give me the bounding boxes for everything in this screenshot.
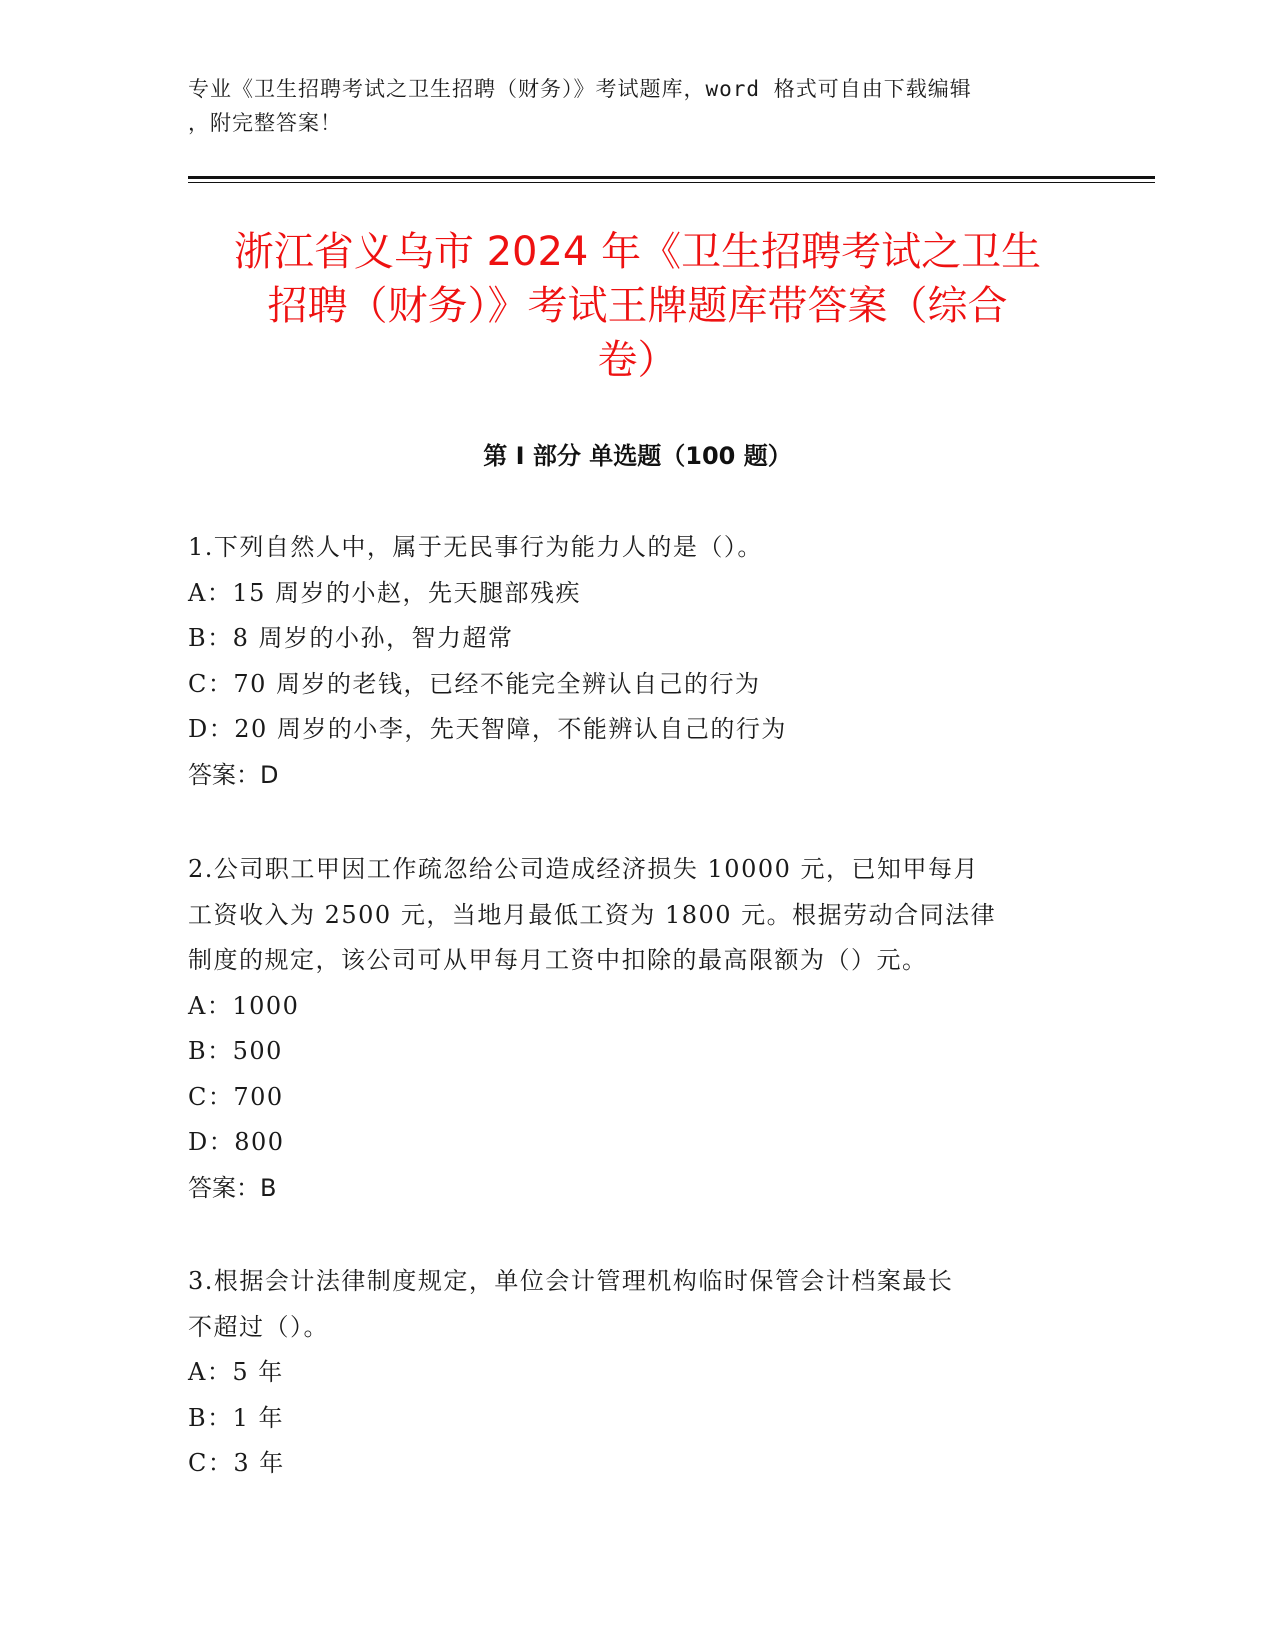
- option-d: D：20 周岁的小李，先天智障，不能辨认自己的行为: [188, 715, 787, 743]
- question-3: [188, 1259, 1068, 1487]
- header-line-1: 专业《卫生招聘考试之卫生招聘（财务）》考试题库，word 格式可自由下载编辑: [188, 77, 972, 101]
- title-line-1: 浙江省义乌市 2024 年《卫生招聘考试之卫生: [233, 229, 1042, 275]
- header-divider-thick: [188, 176, 1155, 179]
- question-stem-line-1: 2.公司职工甲因工作疏忽给公司造成经济损失 10000 元，已知甲每月: [188, 855, 980, 883]
- option-list: [188, 984, 1068, 1166]
- document-header: [188, 72, 1068, 140]
- document-title: [170, 225, 1105, 387]
- answer-line: 答案：D: [188, 760, 279, 789]
- option-a: A：1000: [188, 991, 300, 1020]
- answer-line: 答案：B: [188, 1173, 277, 1202]
- question-stem-line-2: 不超过（）。: [188, 1312, 329, 1341]
- option-c: C：70 周岁的老钱，已经不能完全辨认自己的行为: [188, 669, 761, 698]
- option-c: C：3 年: [188, 1449, 285, 1477]
- option-d: D：800: [188, 1128, 285, 1156]
- question-stem-line-2: 工资收入为 2500 元，当地月最低工资为 1800 元。根据劳动合同法律: [188, 900, 997, 929]
- header-line-2: ，附完整答案！: [188, 111, 342, 135]
- title-line-3: 卷）: [597, 337, 678, 383]
- header-divider-thin: [188, 182, 1155, 183]
- title-line-2: 招聘（财务）》考试王牌题库带答案（综合: [267, 283, 1008, 329]
- option-b: B：1 年: [188, 1403, 285, 1432]
- option-c: C：700: [188, 1082, 284, 1111]
- question-stem: 1.下列自然人中，属于无民事行为能力人的是（）。: [188, 533, 763, 561]
- option-list: [188, 1350, 1068, 1487]
- option-b: B：500: [188, 1037, 283, 1065]
- option-a: A：5 年: [188, 1358, 284, 1386]
- question-1: [188, 525, 1068, 798]
- option-list: [188, 571, 1068, 753]
- option-a: A：15 周岁的小赵，先天腿部残疾: [188, 578, 581, 607]
- question-2: [188, 847, 1068, 1211]
- option-b: B：8 周岁的小孙，智力超常: [188, 624, 514, 652]
- section-heading: 第 I 部分 单选题（100 题）: [483, 442, 792, 470]
- question-stem-line-1: 3.根据会计法律制度规定，单位会计管理机构临时保管会计档案最长: [188, 1267, 954, 1295]
- question-stem-line-3: 制度的规定，该公司可从甲每月工资中扣除的最高限额为（）元。: [188, 946, 928, 974]
